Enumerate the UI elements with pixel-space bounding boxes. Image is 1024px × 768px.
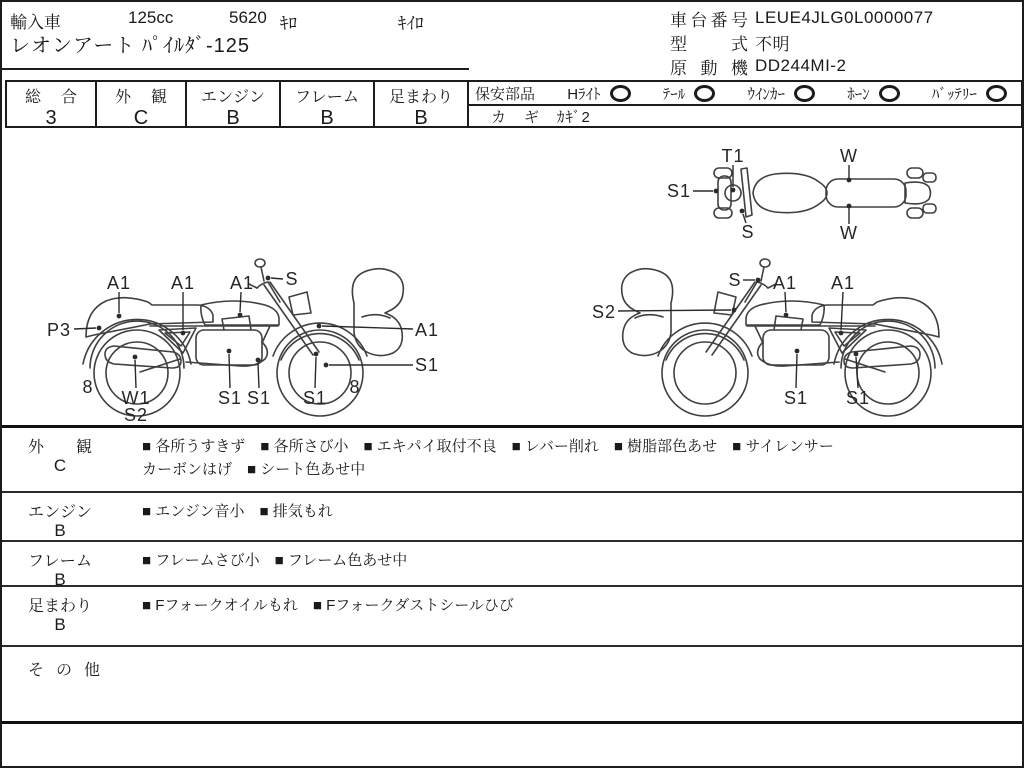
damage-code-label: W1 (121, 388, 151, 408)
damage-code-label: W (840, 223, 858, 243)
section-grade: B (54, 521, 66, 540)
section-notes: ■ フレームさび小 ■ フレーム色あせ中 (142, 552, 408, 569)
pass-circle-icon (879, 85, 900, 102)
damage-code-label: T1 (721, 146, 745, 166)
grade-box-frame (279, 80, 375, 128)
damage-code-label: A1 (414, 320, 440, 340)
damage-code-label: S2 (591, 302, 617, 322)
safety-item-headlight: Hﾗｲﾄ (567, 83, 630, 104)
section-label: その他 (28, 662, 100, 679)
damage-code-label: A1 (106, 273, 132, 293)
grade-label: 外観 (115, 89, 167, 106)
section-label: フレーム (28, 553, 92, 570)
model-name: レオンアート ﾊﾟｲﾙﾀﾞ-125 (10, 35, 250, 57)
key-label: カギ (491, 108, 539, 126)
grade-box-engine (185, 80, 281, 128)
damage-code-label: A1 (830, 273, 856, 293)
header-divider (2, 68, 469, 70)
safety-item-horn: ﾎｰﾝ (847, 83, 900, 104)
bottom-empty-box (2, 721, 1022, 768)
section-label: 外観 (28, 439, 92, 456)
grade-value: B (320, 107, 334, 129)
section-notes: ■ エンジン音小 ■ 排気もれ (142, 503, 333, 520)
damage-code-label: A1 (772, 273, 798, 293)
grade-label: フレーム (295, 89, 359, 106)
damage-code-label: 8 (349, 377, 361, 397)
engine-value: DD244MI-2 (755, 56, 847, 75)
damage-code-label: S (728, 270, 742, 290)
section-other (2, 645, 1022, 721)
section-grade: B (54, 615, 66, 634)
section-notes: ■ 各所うすきず ■ 各所さび小 ■ エキパイ取付不良 ■ レバー削れ ■ 樹脂部色あせ ■ サイレンサー カーボンはげ ■ シート色あせ中 (142, 438, 834, 478)
damage-code-label: S1 (783, 388, 809, 408)
grade-value: B (414, 107, 428, 129)
section-grade: B (54, 570, 66, 589)
engine-code-row (670, 54, 1020, 78)
damage-code-label: A1 (229, 273, 255, 293)
body-color: ｷｲﾛ (398, 14, 424, 33)
section-exterior (2, 425, 1022, 491)
damage-code-label: S (285, 269, 299, 289)
safety-parts-label: 保安部品 (475, 85, 536, 103)
mileage-unit: ｷﾛ (280, 14, 297, 33)
damage-code-label: W (840, 146, 858, 166)
chassis-number-row (670, 6, 1020, 30)
section-label: エンジン (28, 504, 92, 521)
vehicle-type: 輸入車 (10, 13, 61, 32)
section-label: 足まわり (28, 598, 93, 615)
section-grade: C (53, 456, 67, 475)
damage-code-label: S2 (123, 405, 149, 425)
damage-code-label: S1 (302, 388, 328, 408)
model-code-label: 型式 (670, 34, 748, 54)
key-row (469, 106, 1021, 126)
damage-code-label: S1 (414, 355, 440, 375)
pass-circle-icon (610, 85, 631, 102)
safety-item-battery: ﾊﾞｯﾃﾘｰ (932, 83, 1007, 104)
model-code-value: 不明 (755, 34, 790, 54)
section-undercarriage (2, 585, 1022, 645)
mileage-value: 5620 (229, 8, 267, 27)
safety-item-winker: ｳｲﾝｶｰ (747, 83, 815, 104)
section-frame (2, 540, 1022, 589)
model-code-row (670, 30, 1020, 54)
grade-box-overall (5, 80, 97, 128)
grade-value: B (226, 107, 240, 129)
top-view-bike (714, 168, 936, 218)
grade-box-undercarriage (373, 80, 469, 128)
damage-code-label: S1 (246, 388, 272, 408)
chassis-value: LEUE4JLG0L0000077 (755, 8, 934, 27)
chassis-label: 車台番号 (670, 10, 748, 30)
pass-circle-icon (794, 85, 815, 102)
damage-code-label: S (741, 222, 755, 242)
safety-parts-row (469, 82, 1021, 106)
pass-circle-icon (986, 85, 1007, 102)
damage-code-label: S1 (217, 388, 243, 408)
grade-box-exterior (95, 80, 187, 128)
pass-circle-icon (694, 85, 715, 102)
engine-label: 原動機 (670, 58, 748, 78)
grade-label: 足まわり (389, 89, 454, 106)
grade-value: 3 (45, 107, 57, 129)
safety-item-tail: ﾃｰﾙ (663, 83, 716, 104)
damage-diagram (2, 128, 1024, 425)
grade-label: 総合 (25, 89, 77, 106)
damage-code-label: S1 (845, 388, 871, 408)
damage-code-label: S1 (666, 181, 692, 201)
section-notes: ■ Fフォークオイルもれ ■ Fフォークダストシールひび (142, 597, 514, 614)
section-engine (2, 491, 1022, 540)
grade-value: C (133, 107, 149, 129)
damage-code-label: P3 (46, 320, 72, 340)
displacement: 125cc (128, 8, 174, 27)
safety-parts-box (467, 80, 1023, 128)
damage-code-label: A1 (170, 273, 196, 293)
key-value: ｶｷﾞ2 (557, 108, 591, 126)
damage-code-label: 8 (82, 377, 94, 397)
grade-label: エンジン (201, 89, 265, 106)
